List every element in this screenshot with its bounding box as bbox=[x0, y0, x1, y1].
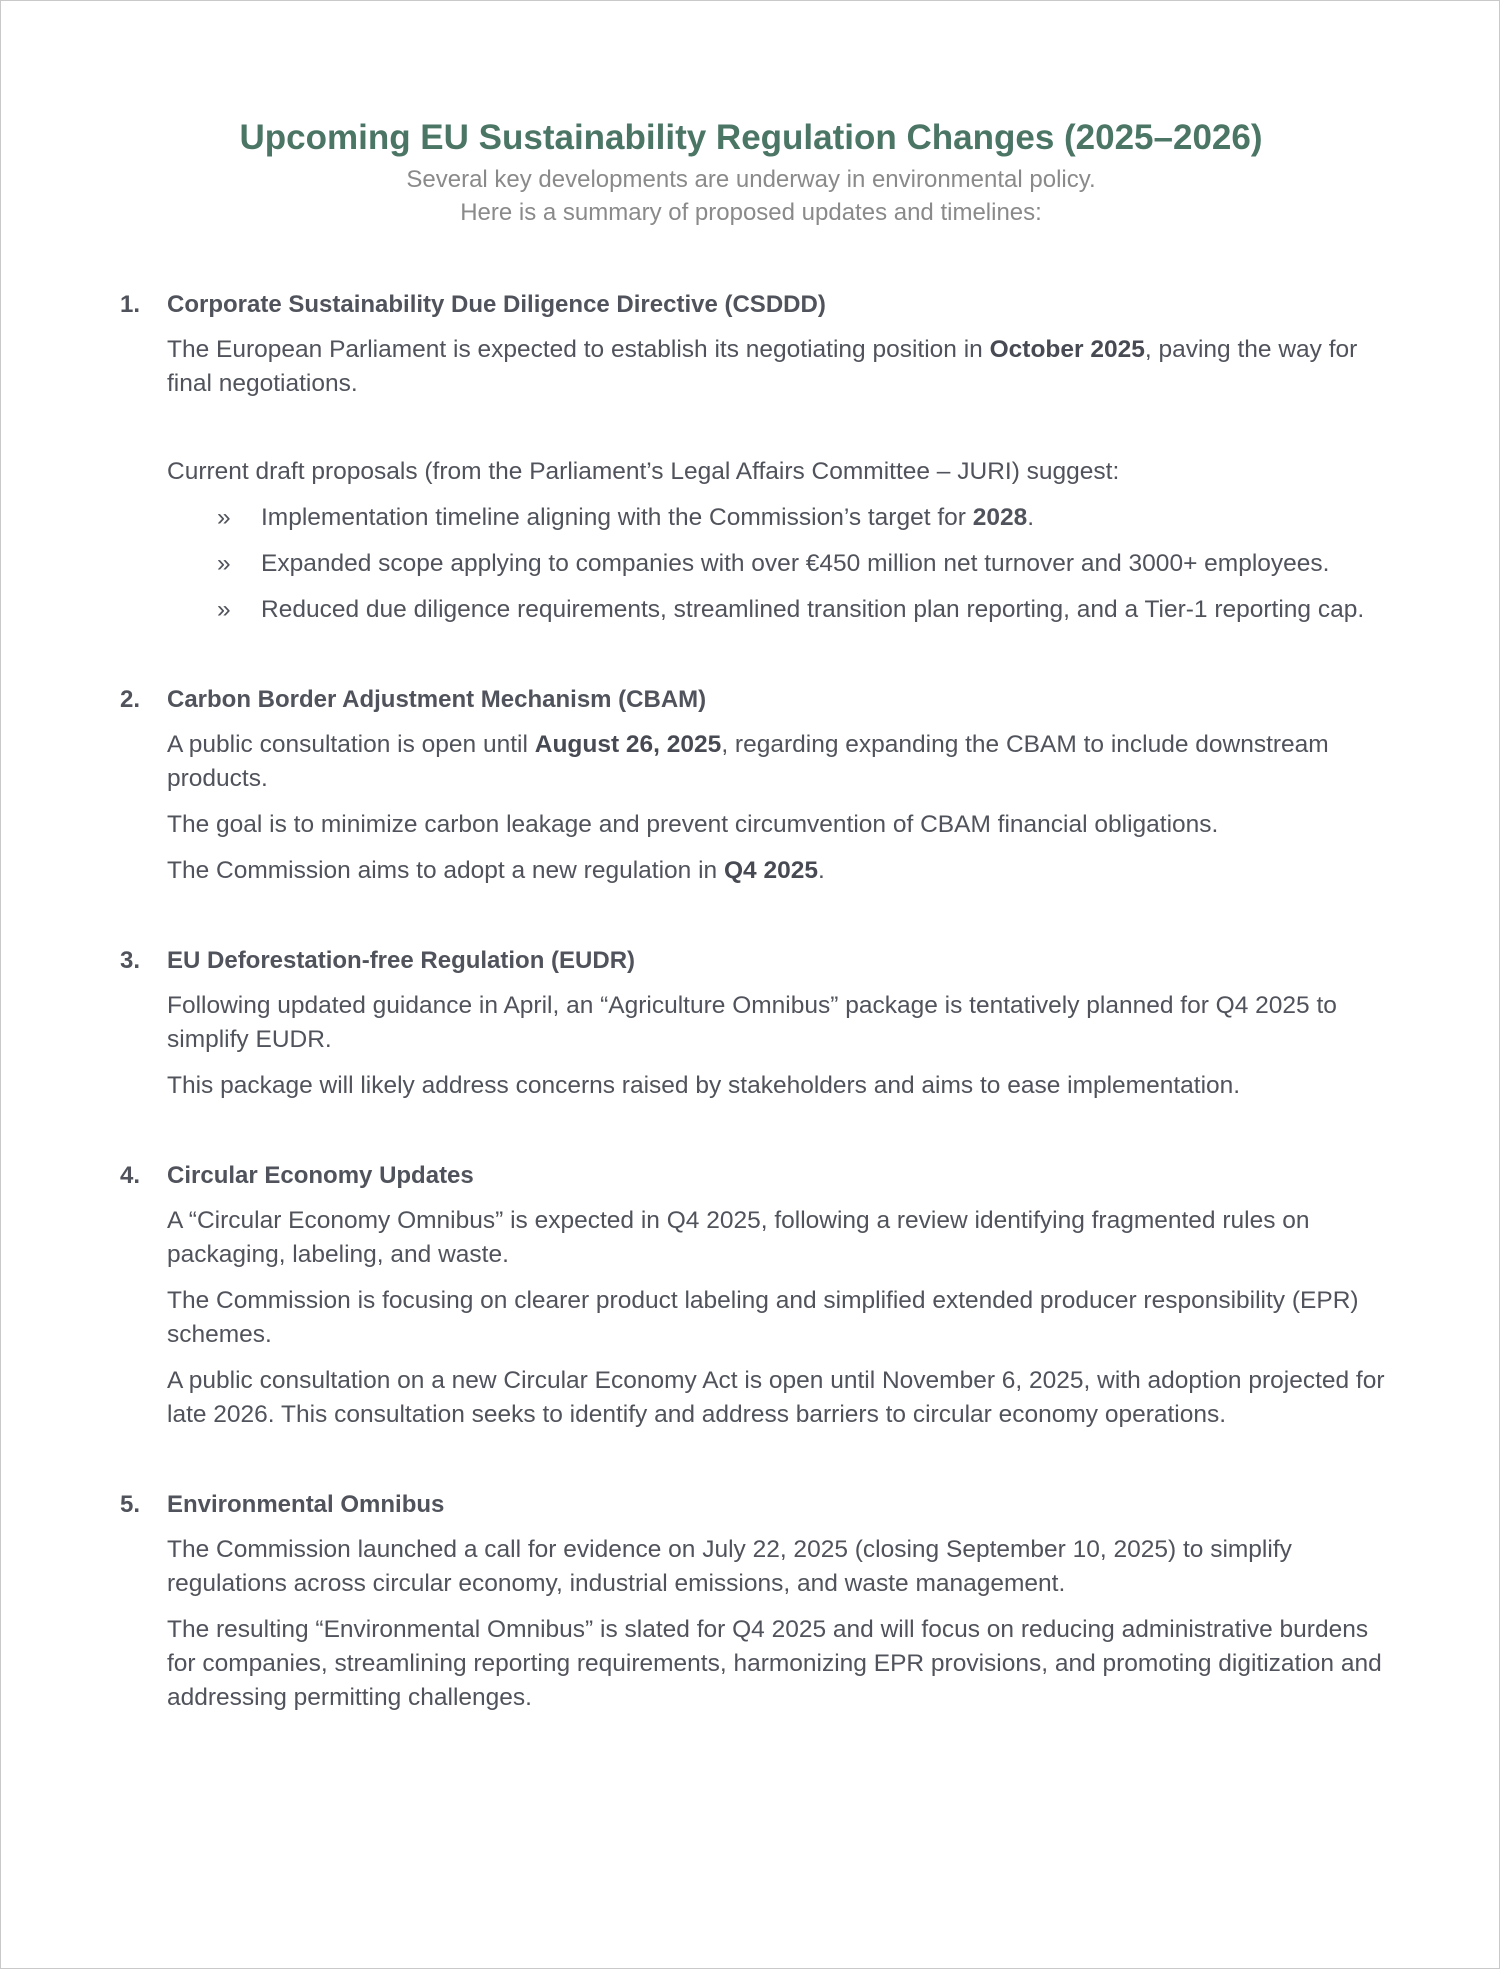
page-title: Upcoming EU Sustainability Regulation Changes (2025–2026) bbox=[239, 118, 1263, 157]
subtitle-line: Several key developments are underway in environmental policy. bbox=[406, 166, 1096, 193]
text: The Commission aims to adopt a new regulation in bbox=[167, 857, 724, 884]
paragraph bbox=[167, 728, 1390, 796]
section-heading: Environmental Omnibus bbox=[167, 1491, 445, 1518]
bullet-chevron-icon: » bbox=[217, 504, 231, 531]
text: , regarding expanding the CBAM to include downstream products. bbox=[167, 731, 1329, 792]
highlight-year: 2028 bbox=[972, 504, 1028, 531]
text: . bbox=[817, 857, 825, 884]
section-number: 1. bbox=[120, 291, 141, 318]
section-heading: EU Deforestation-free Regulation (EUDR) bbox=[167, 947, 636, 974]
bullet-item bbox=[167, 547, 1390, 581]
section-environmental-omnibus bbox=[120, 1487, 1390, 1715]
section-heading: Corporate Sustainability Due Diligence Directive (CSDDD) bbox=[167, 291, 826, 318]
section-heading: Circular Economy Updates bbox=[167, 1162, 474, 1189]
text: Expanded scope applying to companies with over €450 million net turnover and 3000+ employees. bbox=[261, 550, 1330, 577]
text: Reduced due diligence requirements, streamlined transition plan reporting, and a Tier-1 reporting cap. bbox=[261, 596, 1365, 623]
paragraph: A “Circular Economy Omnibus” is expected in Q4 2025, following a review identifying fragmented rules on packaging, labeling, and waste. bbox=[167, 1207, 1310, 1268]
section-number: 2. bbox=[120, 686, 141, 713]
paragraph bbox=[167, 854, 1390, 888]
section-circular-economy bbox=[120, 1158, 1390, 1432]
paragraph: Current draft proposals (from the Parliament’s Legal Affairs Committee – JURI) suggest: bbox=[167, 458, 1120, 485]
highlight-date: October 2025 bbox=[989, 336, 1145, 363]
bullet-chevron-icon: » bbox=[217, 550, 231, 577]
text: . bbox=[1027, 504, 1035, 531]
text: A public consultation is open until bbox=[167, 731, 535, 758]
text: Implementation timeline aligning with the Commission’s target for bbox=[261, 504, 973, 531]
paragraph: This package will likely address concerns raised by stakeholders and aims to ease implementation. bbox=[167, 1072, 1241, 1099]
highlight-date: Q4 2025 bbox=[723, 857, 818, 884]
regulation-list bbox=[120, 287, 1390, 1770]
text: The European Parliament is expected to establish its negotiating position in bbox=[167, 336, 990, 363]
paragraph: The Commission is focusing on clearer product labeling and simplified extended producer responsibility (EPR) schemes. bbox=[167, 1287, 1359, 1348]
section-number: 3. bbox=[120, 947, 141, 974]
text: , paving the way for final negotiations. bbox=[167, 336, 1358, 397]
bullet-item bbox=[167, 593, 1390, 627]
paragraph: A public consultation on a new Circular Economy Act is open until November 6, 2025, with adoption projected for late 2026. This consultation seeks to identify and address barriers to circular economy operations. bbox=[167, 1367, 1385, 1428]
paragraph: Following updated guidance in April, an “Agriculture Omnibus” package is tentatively planned for Q4 2025 to simplify EUDR. bbox=[167, 992, 1337, 1053]
paragraph: The resulting “Environmental Omnibus” is slated for Q4 2025 and will focus on reducing administrative burdens for companies, streamlining reporting requirements, harmonizing EPR provisions, and promoting digitization and addressing permitting challenges. bbox=[167, 1616, 1382, 1711]
section-cbam bbox=[120, 682, 1390, 888]
bullet-list bbox=[167, 501, 1390, 627]
section-number: 5. bbox=[120, 1491, 141, 1518]
subtitle-line: Here is a summary of proposed updates and timelines: bbox=[460, 199, 1042, 226]
paragraph bbox=[167, 333, 1390, 401]
paragraph: The Commission launched a call for evidence on July 22, 2025 (closing September 10, 2025) to simplify regulations across circular economy, industrial emissions, and waste management. bbox=[167, 1536, 1292, 1597]
section-eudr bbox=[120, 943, 1390, 1103]
section-csddd bbox=[120, 287, 1390, 627]
paragraph: The goal is to minimize carbon leakage and prevent circumvention of CBAM financial obligations. bbox=[167, 811, 1219, 838]
section-number: 4. bbox=[120, 1162, 141, 1189]
bullet-item bbox=[167, 501, 1390, 535]
bullet-chevron-icon: » bbox=[217, 596, 231, 623]
section-heading: Carbon Border Adjustment Mechanism (CBAM) bbox=[167, 686, 707, 713]
subtitle bbox=[1, 163, 1500, 229]
highlight-date: August 26, 2025 bbox=[534, 731, 722, 758]
